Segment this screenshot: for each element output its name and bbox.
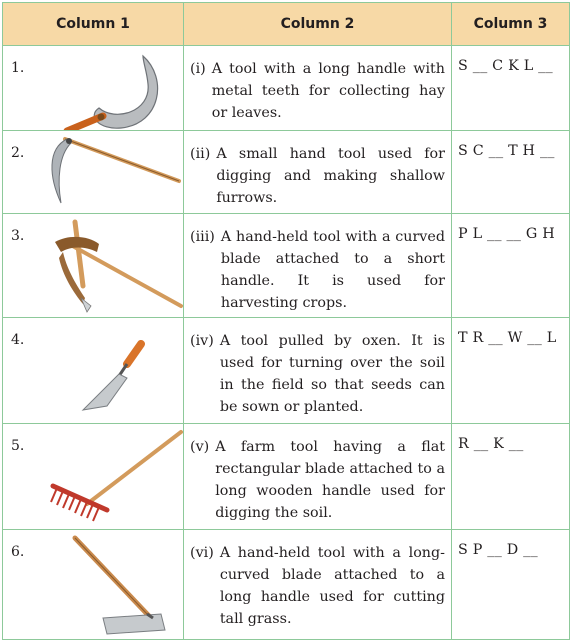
tool-picture-cell [3,46,184,131]
tool-picture-cell [3,131,184,214]
roman-numeral: (iii) [190,229,215,245]
spade-icon [3,530,183,639]
answer-cell [452,214,570,318]
description-cell [184,318,452,424]
table-row [3,318,570,424]
tools-matching-table [2,2,570,640]
description-cell [184,530,452,640]
table-row [3,131,570,214]
description-text: A hand-held tool with a curved blade attached to a short handle. It is used for harvesting crops. [220,229,445,311]
table-row [3,530,570,640]
row-number: 3. [11,228,25,244]
rake-icon [3,424,183,529]
answer-cell [452,530,570,640]
tool-picture-cell [3,318,184,424]
description-text: A tool with a long handle with metal teeth for collecting hay or leaves. [211,61,445,121]
row-number: 4. [11,332,25,348]
plough-icon [3,214,183,317]
tool-picture-cell [3,214,184,318]
answer-blank-text: T R __ W __ L [458,330,557,346]
description-cell [184,424,452,530]
row-number: 2. [11,145,25,161]
answer-blank-text: S P __ D __ [458,542,538,558]
answer-cell [452,131,570,214]
answer-blank-text: S C __ T H __ [458,143,555,159]
scythe-icon [3,131,183,213]
table-row [3,424,570,530]
roman-numeral: (i) [190,61,206,77]
answer-cell [452,46,570,131]
roman-numeral: (v) [190,439,210,455]
tool-picture-cell [3,424,184,530]
roman-numeral: (iv) [190,333,214,349]
roman-numeral: (ii) [190,146,211,162]
column-1-header: Column 1 [3,3,184,46]
table-row [3,214,570,318]
row-number: 1. [11,60,25,76]
row-number: 6. [11,544,25,560]
table-row [3,46,570,131]
description-text: A tool pulled by oxen. It is used for turning over the soil in the field so that seeds can be sown or planted. [219,333,445,415]
description-cell [184,131,452,214]
answer-cell [452,318,570,424]
answer-blank-text: S __ C K L __ [458,58,553,74]
sickle-icon [3,46,183,130]
answer-blank-text: P L __ __ G H [458,226,555,242]
column-3-header: Column 3 [452,3,570,46]
description-cell [184,214,452,318]
trowel-icon [3,318,183,423]
description-text: A hand-held tool with a long-curved blade attached to a long handle used for cutting tall grass. [219,545,445,627]
description-text: A farm tool having a flat rectangular blade attached to a long wooden handle used for digging the soil. [215,439,445,521]
roman-numeral: (vi) [190,545,214,561]
description-cell [184,46,452,131]
row-number: 5. [11,438,25,454]
description-text: A small hand tool used for digging and making shallow furrows. [216,146,445,206]
tool-picture-cell [3,530,184,640]
answer-blank-text: R __ K __ [458,436,524,452]
header-row [3,3,570,46]
column-2-header: Column 2 [184,3,452,46]
answer-cell [452,424,570,530]
